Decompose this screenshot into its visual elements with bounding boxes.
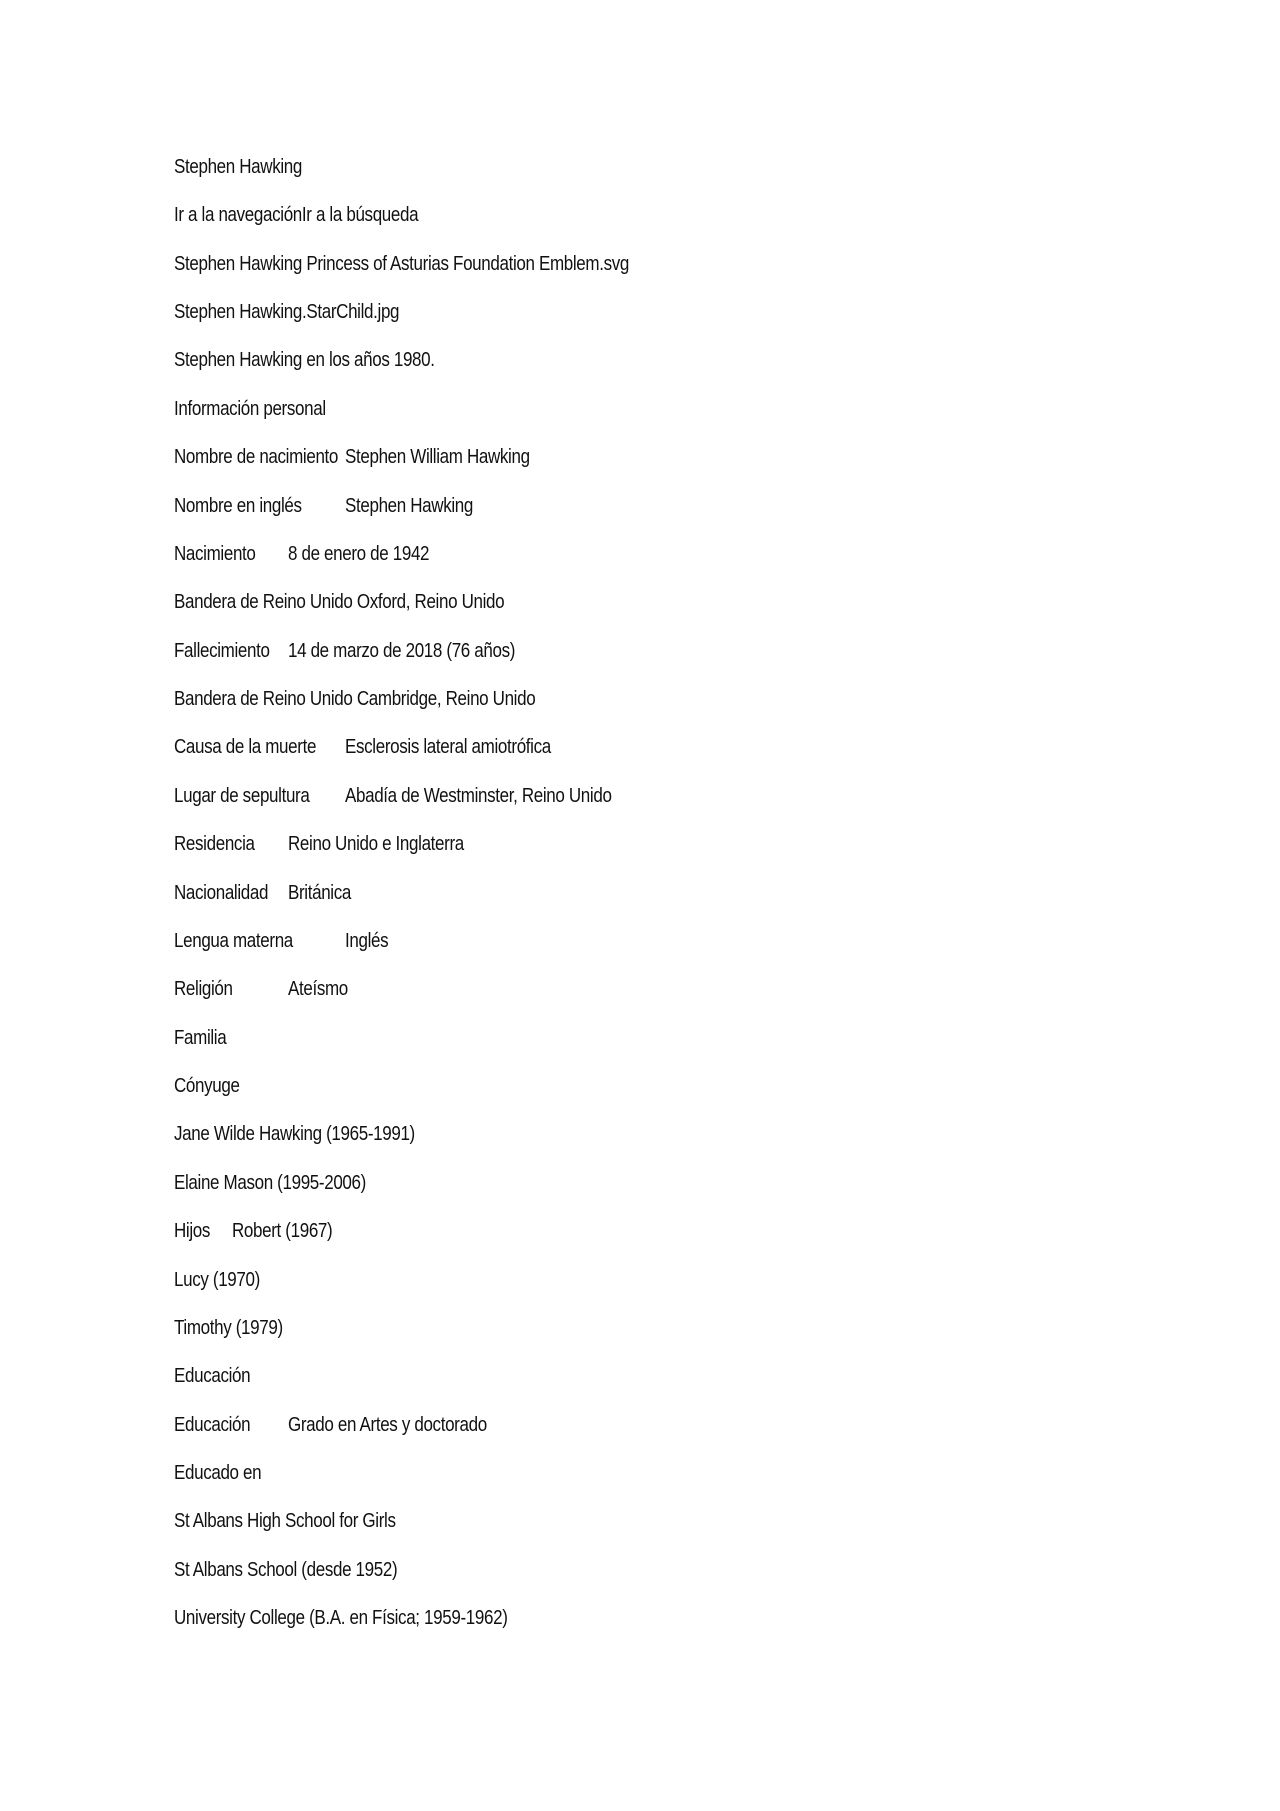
field-value: Grado en Artes y doctorado	[288, 1412, 487, 1436]
field-value: Ateísmo	[288, 977, 348, 1001]
field-label: Nacionalidad	[174, 880, 269, 904]
paragraph-text: Timothy (1979)	[174, 1315, 283, 1339]
field-label: Nombre en inglés	[174, 493, 302, 517]
text-line	[174, 1020, 1074, 1056]
text-line	[174, 1600, 1074, 1636]
text-line	[174, 826, 1074, 862]
field-label: Hijos	[174, 1219, 211, 1242]
text-line	[174, 875, 1074, 911]
paragraph-text: Stephen Hawking en los años 1980.	[174, 348, 435, 372]
paragraph-text: St Albans High School for Girls	[174, 1509, 396, 1533]
text-line	[174, 1503, 1074, 1539]
text-line	[174, 633, 1074, 669]
field-value: 8 de enero de 1942	[288, 541, 430, 565]
field-value: Stephen Hawking	[345, 493, 474, 517]
text-line	[174, 584, 1074, 620]
field-label: Causa de la muerte	[174, 735, 317, 759]
text-line	[174, 1407, 1074, 1443]
field-label: Fallecimiento	[174, 638, 270, 662]
text-line	[174, 342, 1074, 378]
field-label: Educación	[174, 1412, 251, 1436]
paragraph-text: University College (B.A. en Física; 1959-1962)	[174, 1606, 508, 1629]
text-line	[174, 1262, 1074, 1298]
text-line	[174, 391, 1074, 427]
field-value: Robert (1967)	[232, 1219, 333, 1242]
paragraph-text: Jane Wilde Hawking (1965-1991)	[174, 1122, 415, 1146]
field-label: Lugar de sepultura	[174, 783, 310, 807]
paragraph-text: Elaine Mason (1995-2006)	[174, 1170, 366, 1194]
text-line	[174, 923, 1074, 959]
field-value: Inglés	[345, 928, 389, 952]
text-line	[174, 149, 1074, 185]
text-line	[174, 197, 1074, 233]
field-label: Residencia	[174, 832, 255, 855]
text-line	[174, 439, 1074, 475]
text-line	[174, 536, 1074, 572]
text-line	[174, 1213, 1074, 1249]
text-line	[174, 246, 1074, 282]
text-line	[174, 1552, 1074, 1588]
paragraph-text: Lucy (1970)	[174, 1267, 260, 1291]
field-value: Reino Unido e Inglaterra	[288, 832, 464, 855]
paragraph-text: Información personal	[174, 396, 326, 420]
paragraph-text: Cónyuge	[174, 1074, 240, 1097]
field-label: Nombre de nacimiento	[174, 445, 339, 469]
paragraph-text: Bandera de Reino Unido Oxford, Reino Unido	[174, 590, 505, 614]
field-value: Stephen William Hawking	[345, 445, 530, 469]
text-line	[174, 1068, 1074, 1104]
paragraph-text: Stephen Hawking Princess of Asturias Foundation Emblem.svg	[174, 251, 629, 275]
field-value: 14 de marzo de 2018 (76 años)	[288, 638, 516, 662]
text-line	[174, 1455, 1074, 1491]
paragraph-text: Bandera de Reino Unido Cambridge, Reino Unido	[174, 687, 536, 710]
paragraph-text: Stephen Hawking	[174, 155, 303, 178]
text-line	[174, 1165, 1074, 1201]
paragraph-text: Familia	[174, 1025, 227, 1049]
field-label: Lengua materna	[174, 928, 293, 952]
paragraph-text: Stephen Hawking.StarChild.jpg	[174, 300, 400, 323]
paragraph-text: St Albans School (desde 1952)	[174, 1557, 398, 1581]
field-value: Abadía de Westminster, Reino Unido	[345, 783, 612, 807]
text-line	[174, 294, 1074, 330]
text-line	[174, 681, 1074, 717]
field-label: Nacimiento	[174, 541, 256, 565]
text-line	[174, 729, 1074, 765]
paragraph-text: Educado en	[174, 1460, 262, 1484]
field-value: Esclerosis lateral amiotrófica	[345, 735, 551, 759]
text-line	[174, 971, 1074, 1007]
text-line	[174, 778, 1074, 814]
paragraph-text: Ir a la navegaciónIr a la búsqueda	[174, 203, 419, 227]
text-line	[174, 1358, 1074, 1394]
field-value: Británica	[288, 880, 351, 904]
field-label: Religión	[174, 977, 233, 1001]
text-line	[174, 1310, 1074, 1346]
text-line	[174, 1116, 1074, 1152]
paragraph-text: Educación	[174, 1364, 251, 1388]
text-line	[174, 488, 1074, 524]
